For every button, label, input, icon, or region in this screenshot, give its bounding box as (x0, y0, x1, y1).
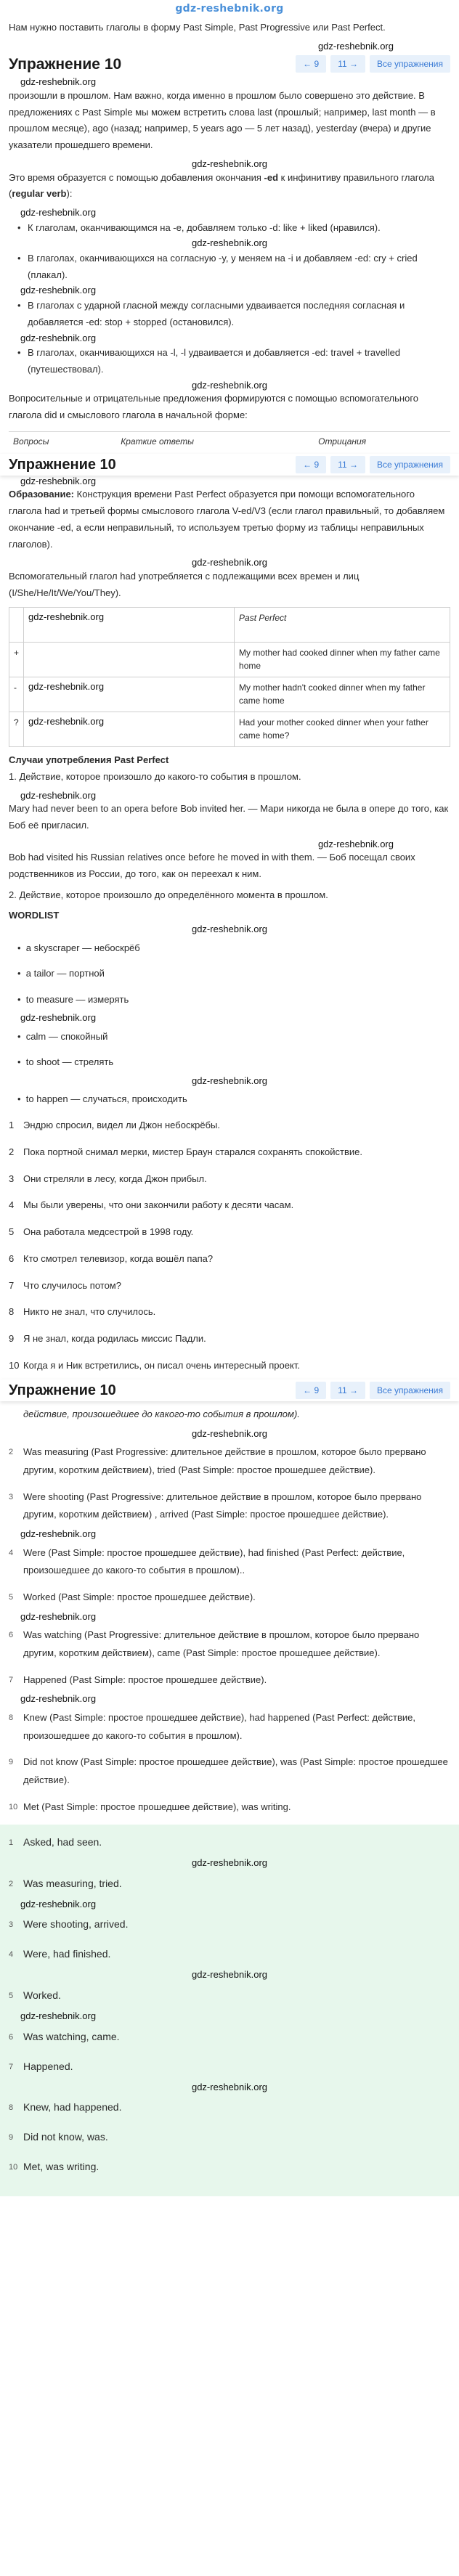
table-header-short-answers: Краткие ответы (116, 431, 314, 451)
site-logo[interactable]: gdz-reshebnik.org (175, 3, 284, 15)
wordlist-item: • to shoot — стрелять (17, 1056, 114, 1068)
sticky-exercise-header (0, 454, 459, 476)
watermark: gdz-reshebnik.org (317, 838, 394, 849)
prev-exercise-button[interactable]: ← 9 (296, 1382, 326, 1399)
intro-text: Нам нужно поставить глаголы в форму Past Simple, Past Progressive или Past Perfect. (9, 22, 386, 33)
translation-item: 1 Эндрю спросил, видел ли Джон небоскрёбы. (9, 1119, 220, 1130)
watermark: gdz-reshebnik.org (191, 924, 268, 935)
table-cell: gdz-reshebnik.org (24, 712, 235, 747)
table-cell (9, 608, 24, 643)
watermark: gdz-reshebnik.org (191, 379, 268, 391)
answer-item: 3 Were shooting, arrived. (9, 1918, 129, 1931)
rule-bullet: • В глаголах, оканчивающихся на согласную -y, у меняем на -i и добавляем -ed: cry + cried (плакал). (17, 252, 418, 280)
table-cell (24, 643, 235, 677)
past-perfect-formation: Образование: Конструкция времени Past Perfect образуется при помощи вспомогательного глагола had и третьей формы смыслового глагола V-ed/V3 (если глагол правильный, то добавляем окончание -ed, а если неправильный, то используем третью форму из таблицы неправильных глаголов). (9, 489, 445, 550)
exercise-title: Упражнение 10 (9, 55, 122, 73)
table-header-negations: Отрицания (314, 431, 450, 451)
answer-item: 1 Asked, had seen. (9, 1836, 102, 1849)
watermark: gdz-reshebnik.org (20, 789, 97, 801)
watermark: gdz-reshebnik.org (191, 1857, 268, 1869)
watermark: gdz-reshebnik.org (20, 475, 97, 486)
answer-item: 10 Met, was writing. (9, 2161, 99, 2173)
past-perfect-had-text: Вспомогательный глагол had употребляется с подлежащими всех времен и лиц (I/She/He/It/We/You/They). (9, 570, 360, 598)
prev-exercise-button[interactable]: ← 9 (296, 456, 326, 473)
wordlist-item: • a skyscraper — небоскрёб (17, 942, 140, 953)
rule-bullet: • В глаголах с ударной гласной между согласными удваивается последняя согласная и добавляется -ed: stop + stopped (остановился). (17, 300, 405, 327)
answers-block (0, 1825, 459, 2196)
answer-item: 2 Was measuring, tried. (9, 1877, 122, 1889)
cases-title: Случаи употребления Past Perfect (9, 754, 169, 766)
table-cell-example: My mother hadn't cooked dinner when my father came home (235, 677, 450, 712)
case-2-text: 2. Действие, которое произошло до определённого момента в прошлом. (9, 889, 328, 900)
next-exercise-button[interactable]: 11 → (330, 1382, 365, 1399)
prev-exercise-button[interactable]: ← 9 (296, 55, 326, 73)
explanation-item: 6 Was watching (Past Progressive: длительное действие в прошлом, которое было прервано другим, коротким действием), came (Past Simple: простое прошедшее действие). (9, 1629, 420, 1658)
watermark: gdz-reshebnik.org (191, 237, 268, 249)
explanation-item: 5 Worked (Past Simple: простое прошедшее действие). (9, 1591, 256, 1602)
watermark: gdz-reshebnik.org (191, 1969, 268, 1981)
exercise-title: Упражнение 10 (9, 1382, 116, 1398)
watermark: gdz-reshebnik.org (20, 1528, 97, 1539)
translation-item: 9 Я не знал, когда родилась миссис Падли. (9, 1333, 206, 1345)
watermark: gdz-reshebnik.org (191, 2081, 268, 2092)
watermark: gdz-reshebnik.org (20, 2010, 97, 2022)
translation-item: 6 Кто смотрел телевизор, когда вошёл папа? (9, 1252, 214, 1264)
translation-item: 5 Она работала медсестрой в 1998 году. (9, 1226, 194, 1238)
next-exercise-button[interactable]: 11 → (330, 456, 365, 473)
translation-item: 2 Пока портной снимал мерки, мистер Браун старался сохранять спокойствие. (9, 1146, 362, 1157)
translation-item: 7 Что случилось потом? (9, 1279, 121, 1291)
watermark: gdz-reshebnik.org (20, 285, 97, 296)
watermark: gdz-reshebnik.org (20, 76, 97, 88)
answer-item: 5 Worked. (9, 1989, 61, 2002)
rule-bullet: • В глаголах, оканчивающихся на -l, -l удваивается и добавляется -ed: travel + travelled (путешествовал). (17, 347, 401, 375)
all-exercises-button[interactable]: Все упражнения (370, 456, 450, 473)
answer-item: 9 Did not know, was. (9, 2131, 108, 2143)
watermark: gdz-reshebnik.org (191, 158, 268, 169)
exercise-header (0, 52, 459, 76)
did-table (9, 431, 450, 451)
explanation-item: 8 Knew (Past Simple: простое прошедшее действие), had happened (Past Perfect: действие, произошедшее до какого-то события в прошлом). (9, 1711, 416, 1741)
translation-item: 10 Когда я и Ник встретились, он писал очень интересный проект. (9, 1360, 300, 1371)
past-perfect-table (9, 607, 450, 747)
table-cell-symbol: ? (9, 712, 24, 747)
watermark: gdz-reshebnik.org (20, 1012, 97, 1024)
translation-item: 8 Никто не знал, что случилось. (9, 1306, 156, 1318)
all-exercises-button[interactable]: Все упражнения (370, 1382, 450, 1399)
answer-item: 7 Happened. (9, 2060, 73, 2072)
explanation-item: 4 Were (Past Simple: простое прошедшее действие), had finished (Past Perfect: действие, произошедшее до какого-то события в прошлом).. (9, 1546, 405, 1576)
wordlist-item: • to measure — измерять (17, 993, 129, 1005)
explanation-item: 7 Happened (Past Simple: простое прошедшее действие). (9, 1674, 267, 1685)
watermark: gdz-reshebnik.org (191, 1427, 268, 1439)
wordlist-item: • calm — спокойный (17, 1030, 108, 1042)
watermark: gdz-reshebnik.org (20, 1898, 97, 1909)
answer-item: 8 Knew, had happened. (9, 2101, 122, 2114)
watermark: gdz-reshebnik.org (20, 1610, 97, 1622)
rule-bullet: • К глаголам, оканчивающимся на -e, добавляем только -d: like + liked (нравился). (17, 221, 381, 233)
table-header-questions: Вопросы (9, 431, 116, 451)
next-exercise-button[interactable]: 11 → (330, 55, 365, 73)
case-1-text: 1. Действие, которое произошло до какого-то события в прошлом. (9, 770, 301, 782)
explanation-item: действие, произошедшее до какого-то события в прошлом). (23, 1408, 300, 1419)
explanation-item: 3 Were shooting (Past Progressive: длительное действие в прошлом, которое было прервано другим, коротким действием) , arrived (Past Simple: простое прошедшее действие). (9, 1491, 422, 1520)
example-1-text: Mary had never been to an opera before Bob invited her. — Мари никогда не была в опере до того, как Боб её пригласил. (9, 803, 449, 831)
watermark: gdz-reshebnik.org (191, 557, 268, 568)
example-2-text: Bob had visited his Russian relatives once before he moved in with them. — Боб посещал своих родственников из России, до того, как он переехал к ним. (9, 852, 415, 880)
table-cell-symbol: - (9, 677, 24, 712)
table-header-past-perfect: Past Perfect (235, 608, 450, 643)
wordlist-item: • a tailor — портной (17, 968, 105, 979)
answer-item: 6 Was watching, came. (9, 2030, 120, 2042)
explanation-item: 2 Was measuring (Past Progressive: длительное действие в прошлом, которое было прервано другим, коротким действием), tried (Past Simple: простое прошедшее действие). (9, 1446, 426, 1475)
theory-formation-text: Это время образуется с помощью добавления окончания -ed к инфинитиву правильного глагола (regular verb): (9, 171, 434, 200)
translation-item: 3 Они стреляли в лесу, когда Джон прибыл. (9, 1173, 207, 1184)
answer-item: 4 Were, had finished. (9, 1948, 111, 1960)
explanation-item: 9 Did not know (Past Simple: простое прошедшее действие), was (Past Simple: простое прошедшее действие). (9, 1756, 448, 1785)
table-cell-example: Had your mother cooked dinner when your father came home? (235, 712, 450, 747)
table-cell: gdz-reshebnik.org (24, 677, 235, 712)
sticky-exercise-header (0, 1379, 459, 1401)
translation-item: 4 Мы были уверены, что они закончили работу к десяти часам. (9, 1199, 294, 1211)
exercise-title: Упражнение 10 (9, 456, 116, 473)
table-cell-symbol: + (9, 643, 24, 677)
watermark: gdz-reshebnik.org (317, 40, 394, 52)
table-cell-example: My mother had cooked dinner when my father came home (235, 643, 450, 677)
theory-questions-text: Вопросительные и отрицательные предложения формируются с помощью вспомогательного глагола did и смыслового глагола в начальной форме: (9, 393, 419, 420)
all-exercises-button[interactable]: Все упражнения (370, 55, 450, 73)
watermark: gdz-reshebnik.org (20, 1693, 97, 1705)
watermark: gdz-reshebnik.org (20, 207, 97, 219)
watermark: gdz-reshebnik.org (20, 332, 97, 343)
wordlist-title: WORDLIST (9, 909, 60, 921)
theory-past-simple-text: произошли в прошлом. Нам важно, когда именно в прошлом было совершено это действие. В предложениях с Past Simple мы можем встретить слова last (прошлый; например, last month — в прошлом месяце), ago (назад; например, 5 years ago — 5 лет назад), yesterday (вчера) и другие указатели прошедшего времени. (9, 89, 436, 151)
explanation-item: 10 Met (Past Simple: простое прошедшее действие), was writing. (9, 1801, 291, 1812)
table-cell: gdz-reshebnik.org (24, 608, 235, 643)
watermark: gdz-reshebnik.org (191, 1075, 268, 1086)
wordlist-item: • to happen — случаться, происходить (17, 1093, 187, 1105)
